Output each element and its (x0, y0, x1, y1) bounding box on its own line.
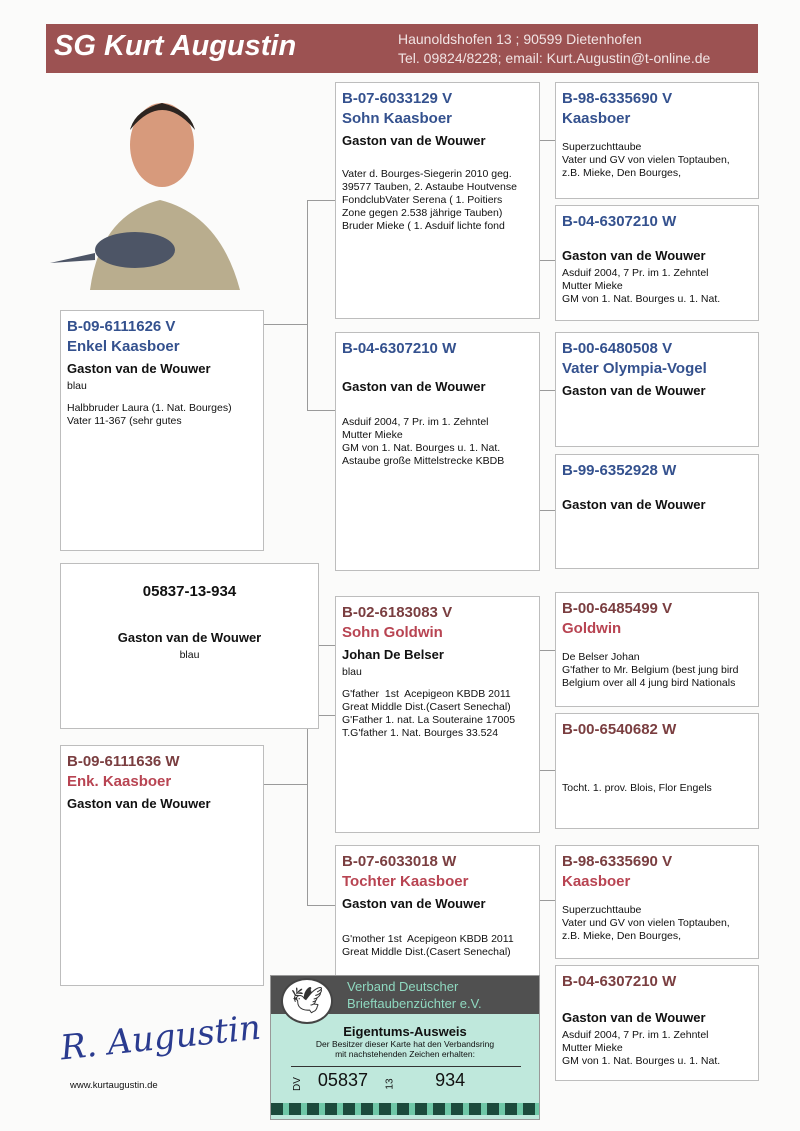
connector-line (307, 715, 308, 905)
pigeon-color: blau (67, 380, 87, 392)
breeder-name: Gaston van de Wouwer (117, 630, 262, 645)
ring-number: B-07-6033018 W (342, 853, 457, 870)
signature: R. Augustin (58, 1007, 263, 1069)
ring-number: B-09-6111636 W (67, 753, 180, 770)
dove-logo-icon: 🕊 (281, 978, 333, 1024)
ring-number: B-04-6307210 W (342, 340, 457, 357)
connector-line (307, 905, 335, 906)
connector-line (263, 324, 307, 325)
pigeon-name: Vater Olympia-Vogel (562, 360, 707, 377)
dam-card (60, 745, 264, 986)
ancestor-card (555, 845, 759, 959)
pigeon-notes: Superzuchttaube Vater und GV von vielen Toptauben, z.B. Mieke, Den Bourges, (562, 141, 730, 179)
breeder-title: SG Kurt Augustin (54, 30, 297, 62)
pigeon-notes: Asduif 2004, 7 Pr. im 1. Zehntel Mutter Mieke GM von 1. Nat. Bourges u. 1. Nat. Astaube große Mittelstrecke KBDB (342, 416, 505, 467)
sire-card (60, 310, 264, 551)
breeder-name: Gaston van de Wouwer (67, 361, 211, 376)
ancestor-card (555, 82, 759, 199)
pigeon-color: blau (179, 649, 200, 661)
connector-line (539, 650, 555, 651)
connector-line (307, 410, 335, 411)
pigeon-name: Enk. Kaasboer (67, 773, 172, 790)
pigeon-notes: Halbbruder Laura (1. Nat. Bourges) Vater 11-367 (sehr gutes (67, 402, 232, 427)
pigeon-notes: Vater d. Bourges-Siegerin 2010 geg. 39577 Tauben, 2. Astaube Houtvense FondclubVater Serena ( 1. Poitiers Zone gegen 2.538 jährige Tauben) Bruder Mieke ( 1. Asduif lichte fond (342, 168, 517, 232)
grandsire-paternal-card (335, 82, 540, 319)
connector-line (539, 390, 555, 391)
ancestor-card (555, 332, 759, 447)
contact: Tel. 09824/8228; email: Kurt.Augustin@t-online.de (398, 50, 711, 66)
ownership-card (270, 975, 540, 1120)
pigeon-name: Kaasboer (562, 110, 631, 127)
ring-number: B-98-6335690 V (562, 90, 673, 107)
pigeon-notes: G'mother 1st Acepigeon KBDB 2011 Great Middle Dist.(Casert Senechal) (342, 933, 514, 958)
ancestor-card (555, 454, 759, 569)
ring-number: B-00-6480508 V (562, 340, 673, 357)
ring-serial: 934 (435, 1070, 466, 1090)
connector-line (307, 200, 308, 410)
breeder-photo (50, 85, 270, 290)
pigeon-name: Sohn Goldwin (342, 624, 443, 641)
pigeon-name: Kaasboer (562, 873, 631, 890)
ring-number: B-07-6033129 V (342, 90, 453, 107)
connector-line (263, 784, 307, 785)
breeder-name: Gaston van de Wouwer (562, 383, 706, 398)
ancestor-card (555, 205, 759, 321)
connector-line (539, 770, 555, 771)
connector-line (318, 645, 335, 646)
pigeon-name: Enkel Kaasboer (67, 338, 180, 355)
pigeon-notes: De Belser Johan G'father to Mr. Belgium (best jung bird Belgium over all 4 jung bird Nationals (562, 651, 739, 689)
org-line-1: Verband Deutscher (347, 979, 459, 994)
card-text-1: Der Besitzer dieser Karte hat den Verbandsring (315, 1039, 495, 1049)
grandsire-maternal-card (335, 596, 540, 833)
ancestor-card (555, 713, 759, 829)
ring-numbers (291, 1066, 521, 1095)
header-banner (46, 24, 758, 73)
breeder-name: Gaston van de Wouwer (342, 133, 486, 148)
org-line-2: Brieftaubenzüchter e.V. (347, 996, 482, 1011)
website-link[interactable]: www.kurtaugustin.de (70, 1080, 158, 1091)
breeder-name: Gaston van de Wouwer (562, 1010, 706, 1025)
ring-number: B-02-6183083 V (342, 604, 453, 621)
pigeon-name: Goldwin (562, 620, 622, 637)
ancestor-card (555, 592, 759, 707)
ring-number: B-98-6335690 V (562, 853, 673, 870)
pigeon-notes: G'father 1st Acepigeon KBDB 2011 Great Middle Dist.(Casert Senechal) G'Father 1. nat. La Souteraine 17005 T.G'father 1. Nat. Bourges 33.524 (342, 688, 516, 739)
ancestor-card (555, 965, 759, 1081)
pigeon-notes: Superzuchttaube Vater und GV von vielen Toptauben, z.B. Mieke, Den Bourges, (562, 904, 730, 942)
pigeon-color: blau (342, 666, 362, 678)
ring-club-number: 05837 (317, 1070, 368, 1090)
ring-number: B-09-6111626 V (67, 318, 176, 335)
card-title: Eigentums-Ausweis (343, 1024, 467, 1039)
ring-prefix: DV (291, 1077, 303, 1091)
breeder-name: Gaston van de Wouwer (562, 248, 706, 263)
breeder-name: Gaston van de Wouwer (562, 497, 706, 512)
card-stripe (271, 1103, 539, 1115)
breeder-name: Gaston van de Wouwer (67, 796, 211, 811)
ring-number: B-04-6307210 W (562, 973, 677, 990)
pigeon-notes: Tocht. 1. prov. Blois, Flor Engels (562, 782, 712, 794)
connector-line (539, 260, 555, 261)
pigeon-name: Tochter Kaasboer (342, 873, 469, 890)
breeder-name: Johan De Belser (342, 647, 444, 662)
pigeon-notes: Asduif 2004, 7 Pr. im 1. Zehntel Mutter Mieke GM von 1. Nat. Bourges u. 1. Nat. (562, 1029, 721, 1067)
connector-line (539, 510, 555, 511)
address: Haunoldshofen 13 ; 90599 Dietenhofen (398, 31, 642, 47)
connector-line (539, 140, 555, 141)
ring-number: B-00-6485499 V (562, 600, 673, 617)
ring-number: B-04-6307210 W (562, 213, 677, 230)
ring-number: B-99-6352928 W (562, 462, 677, 479)
granddam-paternal-card (335, 332, 540, 571)
connector-line (539, 900, 555, 901)
subject-card (60, 563, 319, 729)
ring-year: 13 (384, 1078, 396, 1090)
pigeon-name: Sohn Kaasboer (342, 110, 453, 127)
breeder-name: Gaston van de Wouwer (342, 379, 486, 394)
pigeon-notes: Asduif 2004, 7 Pr. im 1. Zehntel Mutter Mieke GM von 1. Nat. Bourges u. 1. Nat. (562, 267, 721, 305)
ring-number: B-00-6540682 W (562, 721, 677, 738)
connector-line (307, 200, 335, 201)
breeder-name: Gaston van de Wouwer (342, 896, 486, 911)
card-text-2: mit nachstehenden Zeichen erhalten: (335, 1049, 475, 1059)
contact-block (398, 30, 710, 68)
ring-number: 05837-13-934 (142, 583, 237, 600)
